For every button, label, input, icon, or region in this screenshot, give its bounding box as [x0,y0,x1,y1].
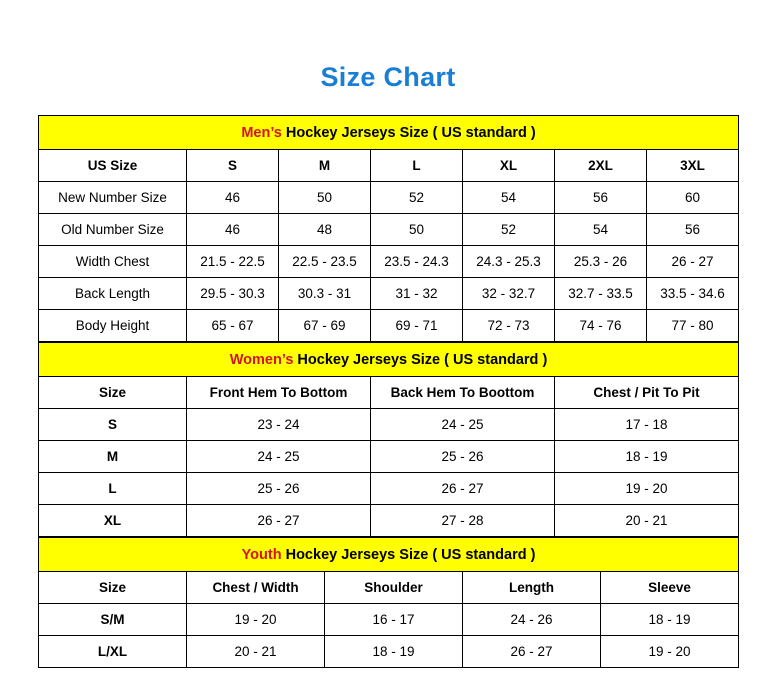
youth-heading-accent: Youth [241,546,282,563]
mens-cell: 33.5 - 34.6 [647,278,739,310]
youth-cell: 19 - 20 [601,636,739,668]
mens-section-header [39,116,739,150]
womens-cell: 24 - 25 [371,409,555,441]
youth-column-header-row [39,572,739,604]
mens-heading-rest: Hockey Jerseys Size ( US standard ) [281,124,536,141]
youth-col-4: Sleeve [601,572,739,604]
youth-row-label: L/XL [39,636,187,668]
mens-cell: 46 [187,214,279,246]
womens-cell: 23 - 24 [187,409,371,441]
mens-cell: 25.3 - 26 [555,246,647,278]
mens-cell: 74 - 76 [555,310,647,342]
mens-cell: 72 - 73 [463,310,555,342]
mens-cell: 24.3 - 25.3 [463,246,555,278]
womens-col-2: Back Hem To Boottom [371,377,555,409]
youth-row-label: S/M [39,604,187,636]
mens-cell: 23.5 - 24.3 [371,246,463,278]
table-row [39,409,739,441]
youth-size-table [38,537,739,668]
womens-cell: 24 - 25 [187,441,371,473]
table-row [39,441,739,473]
mens-cell: 60 [647,182,739,214]
mens-col-1: S [187,150,279,182]
womens-cell: 25 - 26 [187,473,371,505]
youth-section-header [39,538,739,572]
womens-size-table [38,342,739,537]
womens-column-header-row [39,377,739,409]
womens-cell: 27 - 28 [371,505,555,537]
mens-cell: 67 - 69 [279,310,371,342]
mens-cell: 31 - 32 [371,278,463,310]
womens-col-1: Front Hem To Bottom [187,377,371,409]
youth-cell: 24 - 26 [463,604,601,636]
mens-size-table [38,115,739,342]
youth-col-0: Size [39,572,187,604]
womens-heading-rest: Hockey Jerseys Size ( US standard ) [293,351,548,368]
youth-col-3: Length [463,572,601,604]
table-row [39,505,739,537]
youth-cell: 20 - 21 [187,636,325,668]
mens-row-label: Back Length [39,278,187,310]
youth-col-1: Chest / Width [187,572,325,604]
mens-cell: 54 [463,182,555,214]
youth-cell: 16 - 17 [325,604,463,636]
mens-row-label: Body Height [39,310,187,342]
mens-cell: 26 - 27 [647,246,739,278]
youth-section-header-cell [39,538,739,572]
womens-section-header [39,343,739,377]
youth-col-2: Shoulder [325,572,463,604]
womens-col-3: Chest / Pit To Pit [555,377,739,409]
womens-cell: 26 - 27 [371,473,555,505]
mens-cell: 48 [279,214,371,246]
table-row [39,473,739,505]
womens-cell: 25 - 26 [371,441,555,473]
mens-cell: 56 [555,182,647,214]
table-row [39,246,739,278]
womens-row-label: S [39,409,187,441]
youth-cell: 18 - 19 [601,604,739,636]
mens-cell: 32 - 32.7 [463,278,555,310]
mens-cell: 46 [187,182,279,214]
womens-col-0: Size [39,377,187,409]
table-row [39,278,739,310]
mens-cell: 22.5 - 23.5 [279,246,371,278]
table-row [39,604,739,636]
mens-column-header-row [39,150,739,182]
womens-cell: 20 - 21 [555,505,739,537]
mens-col-0: US Size [39,150,187,182]
page-title: Size Chart [320,62,456,92]
mens-col-5: 2XL [555,150,647,182]
mens-cell: 54 [555,214,647,246]
womens-section-header-cell [39,343,739,377]
mens-cell: 29.5 - 30.3 [187,278,279,310]
mens-row-label: Width Chest [39,246,187,278]
table-row [39,214,739,246]
womens-cell: 17 - 18 [555,409,739,441]
mens-cell: 56 [647,214,739,246]
mens-col-2: M [279,150,371,182]
youth-cell: 18 - 19 [325,636,463,668]
mens-col-6: 3XL [647,150,739,182]
mens-cell: 32.7 - 33.5 [555,278,647,310]
mens-cell: 69 - 71 [371,310,463,342]
mens-cell: 52 [371,182,463,214]
womens-heading-accent: Women’s [229,351,294,368]
mens-cell: 50 [371,214,463,246]
tables-container [38,115,738,668]
womens-cell: 19 - 20 [555,473,739,505]
womens-row-label: L [39,473,187,505]
youth-cell: 19 - 20 [187,604,325,636]
mens-row-label: Old Number Size [39,214,187,246]
mens-cell: 65 - 67 [187,310,279,342]
mens-cell: 52 [463,214,555,246]
table-row [39,182,739,214]
womens-cell: 18 - 19 [555,441,739,473]
womens-row-label: XL [39,505,187,537]
mens-cell: 21.5 - 22.5 [187,246,279,278]
mens-section-header-cell [39,116,739,150]
table-row [39,636,739,668]
womens-cell: 26 - 27 [187,505,371,537]
womens-row-label: M [39,441,187,473]
mens-col-4: XL [463,150,555,182]
table-row [39,310,739,342]
youth-cell: 26 - 27 [463,636,601,668]
mens-cell: 50 [279,182,371,214]
mens-cell: 30.3 - 31 [279,278,371,310]
mens-row-label: New Number Size [39,182,187,214]
mens-col-3: L [371,150,463,182]
mens-cell: 77 - 80 [647,310,739,342]
mens-heading-accent: Men’s [241,124,282,141]
youth-heading-rest: Hockey Jerseys Size ( US standard ) [281,546,536,563]
